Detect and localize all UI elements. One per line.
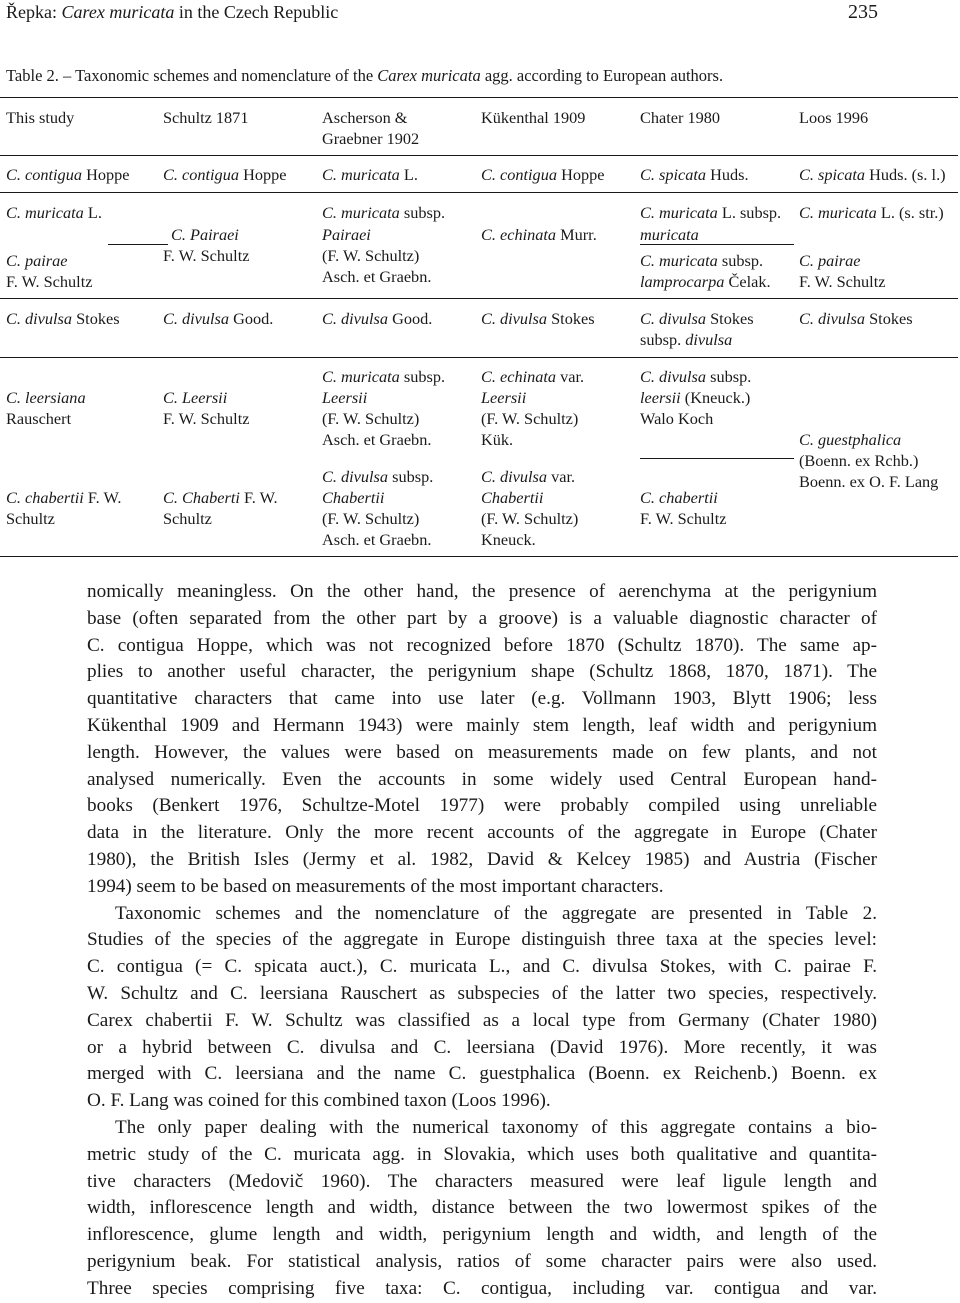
table-cell [322, 164, 418, 186]
authority: subsp. [403, 203, 446, 222]
table-cell [799, 164, 946, 186]
text-line: plies to another useful character, the perigynium shape (Schultz 1868, 1870, 1871). The [87, 661, 877, 683]
text-line: Kükenthal 1909 and Hermann 1943) were mainly stem length, leaf width and perigynium [87, 714, 877, 736]
table-cell [640, 508, 726, 530]
paragraph-2 [87, 901, 877, 1115]
table-cell [481, 366, 584, 388]
table-cell [322, 508, 419, 530]
caption-suffix: agg. according to European authors. [484, 66, 724, 85]
table-cell [640, 366, 751, 388]
table-cell [322, 529, 431, 551]
col-header-schultz-1871: Schultz 1871 [163, 108, 249, 127]
authority: F. W. [243, 488, 278, 507]
text-line: merged with C. leersiana and the name C. guestphalica (Boenn. ex Reichenb.) Boenn. ex [87, 1063, 877, 1085]
authority: Stokes [551, 309, 595, 328]
text-line: perigynium beak. For statistical analysis, ratios of some character pairs were also used. [87, 1250, 877, 1272]
text-line: Taxonomic schemes and the nomenclature of the aggregate are presented in Table 2. [115, 902, 877, 924]
text-line: base (often separated from the other part by a groove) is a valuable diagnostic character of [87, 607, 877, 629]
table-cell [799, 271, 885, 293]
text-line: C. contigua (= C. spicata auct.), C. muricata L., and C. divulsa Stokes, with C. pairae F. [87, 956, 877, 978]
table-cell [322, 487, 384, 509]
table-cell [322, 308, 432, 330]
taxon-name: C. spicata [799, 165, 866, 184]
authority: Kük. [481, 430, 514, 449]
table-cell [163, 164, 286, 186]
header-title-rest: in the Czech Republic [178, 2, 339, 22]
table-cell [640, 202, 781, 224]
table-cell [640, 487, 718, 509]
authority: F. W. [87, 488, 122, 507]
table-cell [640, 329, 732, 351]
table-cell [481, 224, 597, 246]
table-cell [322, 366, 445, 388]
taxon-name: Leersii [322, 388, 368, 407]
taxon-name: Pairaei [322, 225, 371, 244]
authority: (F. W. Schultz) [481, 409, 579, 428]
text-line: Carex chabertii F. W. Schultz was classified as a local type from Germany (Chater 1980) [87, 1009, 877, 1031]
table-cell [481, 308, 595, 330]
table-cell [322, 408, 419, 430]
authority: Hoppe [243, 165, 287, 184]
taxon-name: C. chabertii [6, 488, 84, 507]
authority: subsp. [640, 330, 682, 349]
text-line: tive characters (Medovič 1960). The characters measured were leaf ligule length and [87, 1170, 877, 1192]
table-cell [799, 471, 938, 493]
text-line: 1980), the British Isles (Jermy et al. 1982, David & Kelcey 1985) and Austria (Fischer [87, 848, 877, 870]
header-title-italic: Carex muricata [61, 2, 175, 22]
table-cell [322, 266, 431, 288]
table-cell [6, 487, 121, 509]
taxon-name: C. muricata [322, 165, 400, 184]
table-row-rule-2 [0, 298, 958, 299]
authority: Walo Koch [640, 409, 714, 428]
table-cell [163, 387, 227, 409]
body-text [87, 579, 877, 1303]
authority: L. subsp. [721, 203, 782, 222]
taxon-name: C. contigua [6, 165, 82, 184]
table-cell [6, 271, 92, 293]
taxon-name: C. muricata [322, 203, 400, 222]
authority: Asch. et Graebn. [322, 430, 432, 449]
authority: Asch. et Graebn. [322, 530, 432, 549]
caption-italic: Carex muricata [377, 66, 481, 85]
bracket-line [640, 244, 794, 245]
taxon-name: C. divulsa [322, 309, 389, 328]
header-author: Řepka: [6, 2, 57, 22]
col-header-chater: Chater 1980 [640, 108, 721, 127]
taxon-name: C. contigua [481, 165, 557, 184]
table-caption [6, 66, 723, 86]
table-row-rule-3 [0, 357, 958, 358]
authority: subsp. [392, 467, 434, 486]
bracket-line [640, 458, 794, 459]
taxon-name: Chabertii [481, 488, 544, 507]
table-cell [640, 387, 750, 409]
taxon-name: leersii [640, 388, 681, 407]
authority: Murr. [560, 225, 597, 244]
running-header [6, 0, 338, 24]
taxon-name: Chabertii [322, 488, 385, 507]
table-cell [163, 245, 249, 267]
table-cell [640, 164, 749, 186]
authority: Stokes [869, 309, 913, 328]
authority: Huds. [710, 165, 749, 184]
table-cell [640, 271, 771, 293]
taxon-name: C. Pairaei [171, 225, 239, 244]
taxon-name: C. muricata [640, 251, 718, 270]
table-cell [6, 508, 55, 530]
taxon-name: lamprocarpa [640, 272, 725, 291]
authority: F. W. Schultz [799, 272, 886, 291]
authority: subsp. [721, 251, 764, 270]
table-cell [481, 408, 578, 430]
table-cell [640, 308, 754, 330]
table-cell [6, 308, 120, 330]
authority: (F. W. Schultz) [322, 409, 420, 428]
taxon-name: C. muricata [6, 203, 84, 222]
authority: Asch. et Graebn. [322, 267, 432, 286]
text-line: or a hybrid between C. divulsa and C. leersiana (David 1976). More recently, it was [87, 1036, 877, 1058]
taxon-name: C. divulsa [640, 309, 707, 328]
taxon-name: C. Leersii [163, 388, 228, 407]
authority: Good. [392, 309, 433, 328]
authority: Kneuck. [481, 530, 536, 549]
authority: L. (s. str.) [880, 203, 944, 222]
col-header-kukenthal: Kükenthal 1909 [481, 108, 586, 127]
authority: F. W. Schultz [640, 509, 727, 528]
text-line: nomically meaningless. On the other hand, the presence of aerenchyma at the perigynium [87, 581, 877, 602]
taxon-name: C. divulsa [481, 467, 548, 486]
text-line: metric study of the C. muricata agg. in Slovakia, which uses both qualitative and quantita- [87, 1143, 877, 1165]
taxon-name: C. divulsa [322, 467, 389, 486]
taxon-name: C. chabertii [640, 488, 718, 507]
text-line: length. However, the values were based on measurements made on few plants, and not [87, 741, 877, 763]
table-cell [163, 487, 278, 509]
table-cell [799, 429, 901, 451]
text-line: inflorescence, glume length and width, perigynium length and width, and length of the [87, 1224, 877, 1246]
authority: (Kneuck.) [684, 388, 751, 407]
table-cell [163, 408, 249, 430]
table-cell [322, 466, 433, 488]
authority: (F. W. Schultz) [481, 509, 579, 528]
authority: F. W. Schultz [6, 272, 93, 291]
table-cell [322, 387, 367, 409]
col-header-this-study: This study [6, 108, 75, 127]
table-cell [640, 224, 699, 246]
authority: Huds. (s. l.) [869, 165, 946, 184]
authority: Schultz [163, 509, 212, 528]
authority: F. W. Schultz [163, 409, 250, 428]
text-line: Three species comprising five taxa: C. contigua, including var. contigua and var. [87, 1277, 877, 1299]
table-cell [799, 202, 944, 224]
table-cell [640, 408, 713, 430]
taxon-name: C. muricata [322, 367, 400, 386]
taxon-name: C. divulsa [481, 309, 548, 328]
taxon-name: C. echinata [481, 367, 557, 386]
authority: (F. W. Schultz) [322, 246, 420, 265]
taxon-name: C. divulsa [799, 309, 866, 328]
taxon-name: C. pairae [6, 251, 68, 270]
authority: Stokes [710, 309, 754, 328]
text-line: The only paper dealing with the numerical taxonomy of this aggregate contains a bio- [115, 1116, 877, 1138]
taxon-name: C. pairae [799, 251, 861, 270]
authority: Stokes [76, 309, 120, 328]
table-cell [481, 466, 575, 488]
table-cell [322, 429, 431, 451]
authority: Good. [233, 309, 274, 328]
taxon-name: C. muricata [799, 203, 877, 222]
authority: subsp. [710, 367, 752, 386]
bracket-line [108, 244, 168, 245]
text-line: data in the literature. Only the more recent accounts of the aggregate in Europe (Chater [87, 822, 877, 844]
taxon-name: C. muricata [640, 203, 718, 222]
table-cell [171, 224, 239, 246]
authority: (F. W. Schultz) [322, 509, 420, 528]
authority: L. [87, 203, 102, 222]
table-cell [481, 429, 513, 451]
text-line: C. contigua Hoppe, which was not recognized before 1870 (Schultz 1870). The same ap- [87, 634, 877, 656]
table-cell [799, 308, 913, 330]
taxon-name: C. divulsa [640, 367, 707, 386]
taxon-name: C. divulsa [6, 309, 73, 328]
page-number: 235 [848, 1, 878, 23]
table-cell [6, 164, 129, 186]
authority: Hoppe [561, 165, 605, 184]
table-cell [481, 529, 536, 551]
taxon-name: C. contigua [163, 165, 239, 184]
col-header-loos: Loos 1996 [799, 108, 869, 127]
authority: Hoppe [86, 165, 130, 184]
table-cell [481, 164, 604, 186]
taxon-name: C. leersiana [6, 388, 86, 407]
authority: Rauschert [6, 409, 72, 428]
table-cell [640, 250, 763, 272]
text-line: O. F. Lang was coined for this combined taxon (Loos 1996). [87, 1090, 551, 1112]
table-cell [163, 308, 273, 330]
col-header-graebner: Graebner 1902 [322, 129, 420, 148]
table-cell [481, 508, 578, 530]
table-cell [6, 387, 86, 409]
table-top-rule [0, 97, 958, 98]
taxon-name: C. divulsa [163, 309, 230, 328]
table-cell [799, 450, 918, 472]
authority: Čelak. [728, 272, 771, 291]
text-line: quantitative characters that came into use later (e.g. Vollmann 1903, Blytt 1906; less [87, 688, 877, 710]
authority: (Boenn. ex Rchb.) [799, 451, 919, 470]
authority: var. [551, 467, 576, 486]
authority: Boenn. ex O. F. Lang [799, 472, 939, 491]
paragraph-3 [87, 1115, 877, 1303]
text-line: width, inflorescence length and width, distance between the two lowermost spikes of the [87, 1197, 877, 1219]
taxon-name: Leersii [481, 388, 527, 407]
table-cell [6, 202, 102, 224]
table-cell [481, 387, 526, 409]
authority: L. [403, 165, 418, 184]
text-line: books (Benkert 1976, Schultze-Motel 1977) were probably compiled using unreliable [87, 795, 877, 817]
taxon-name: divulsa [685, 330, 733, 349]
col-header-ascherson: Ascherson & [322, 108, 408, 127]
table-row-rule-1 [0, 192, 958, 193]
text-line: Studies of the species of the aggregate in Europe distinguish three taxa at the species level: [87, 929, 877, 951]
table-cell [6, 250, 68, 272]
text-line: 1994) seem to be based on measurements of the most important characters. [87, 875, 664, 897]
table-header-rule [0, 155, 958, 156]
taxon-name: C. Chaberti [163, 488, 240, 507]
taxon-name: C. spicata [640, 165, 707, 184]
taxon-name: muricata [640, 225, 699, 244]
table-cell [322, 224, 371, 246]
table-cell [322, 202, 445, 224]
taxon-name: C. guestphalica [799, 430, 902, 449]
text-line: W. Schultz and C. leersiana Rauschert as subspecies of the latter two species, respectively. [87, 982, 877, 1004]
table-cell [163, 508, 212, 530]
table-bottom-rule [0, 556, 958, 557]
text-line: analysed numerically. Even the accounts in some widely used Central European hand- [87, 768, 877, 790]
table-cell [322, 245, 419, 267]
authority: subsp. [403, 367, 446, 386]
authority: Schultz [6, 509, 55, 528]
paragraph-1 [87, 579, 877, 901]
authority: var. [560, 367, 585, 386]
taxon-name: C. echinata [481, 225, 557, 244]
table-cell [481, 487, 543, 509]
authority: F. W. Schultz [163, 246, 250, 265]
table-cell [799, 250, 861, 272]
caption-prefix: Table 2. – Taxonomic schemes and nomenclature of the [6, 66, 374, 85]
table-cell [6, 408, 71, 430]
